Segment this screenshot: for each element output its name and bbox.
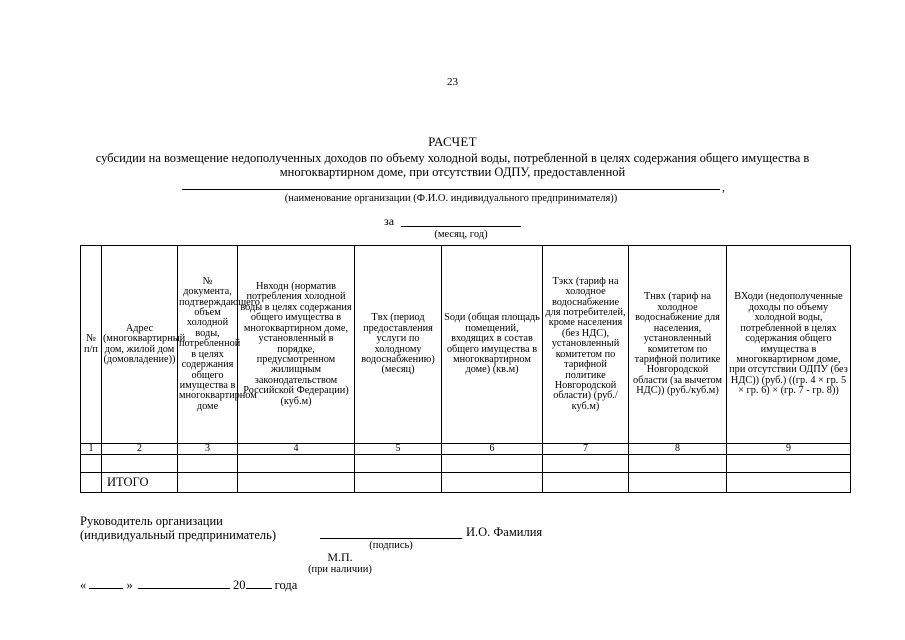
- total-label: ИТОГО: [102, 473, 178, 493]
- day-field[interactable]: [89, 578, 123, 589]
- total-row: [81, 473, 851, 493]
- column-number: 2: [102, 444, 178, 455]
- table-cell[interactable]: [178, 473, 238, 493]
- stamp-label: М.П.: [327, 550, 353, 564]
- period-caption: (месяц, год): [434, 229, 488, 240]
- col-header-5: Tвх (период предоставления услуги по холодному водоснабжению) (месяц): [355, 246, 442, 444]
- table-cell[interactable]: [543, 455, 629, 473]
- period-field[interactable]: [401, 226, 521, 227]
- table-cell[interactable]: [442, 455, 543, 473]
- organization-caption: (наименование организации (Ф.И.О. индивидуального предпринимателя)): [284, 193, 618, 204]
- date-suffix: года: [274, 578, 298, 592]
- signature-field[interactable]: [320, 538, 462, 539]
- document-subtitle: субсидии на возмещение недополученных доходов по объему холодной воды, потребленной в целях содержания общего имущества в многоквартирном доме, при отсутствии ОДПУ, предоставленной: [95, 151, 810, 179]
- document-title: РАСЧЕТ: [428, 134, 477, 149]
- table-cell[interactable]: [727, 455, 851, 473]
- col-header-3: № документа, подтверждающего объем холодной воды, потребленной в целях содержания общего имущества в многоквартирном доме: [178, 246, 238, 444]
- table-cell[interactable]: [102, 455, 178, 473]
- total-value-cell[interactable]: [727, 473, 851, 493]
- col-header-2: Адрес (многоквартирный дом, жилой дом (домовладение)): [102, 246, 178, 444]
- column-number: 7: [543, 444, 629, 455]
- column-number: 5: [355, 444, 442, 455]
- signatory-title: [80, 514, 276, 542]
- date-close-quote: »: [126, 578, 133, 592]
- date-century: 20: [233, 578, 246, 592]
- table-cell[interactable]: [81, 455, 102, 473]
- table-cell[interactable]: [238, 455, 355, 473]
- stamp-caption: (при наличии): [308, 564, 372, 575]
- col-header-8: Tнвх (тариф на холодное водоснабжение для населения, установленный комитетом по тарифной политике Новгородской области (за вычетом НДС)) (руб./куб.м): [629, 246, 727, 444]
- table-cell[interactable]: [355, 473, 442, 493]
- col-header-6: Sоди (общая площадь помещений, входящих в состав общего имущества в многоквартирном доме) (кв.м): [442, 246, 543, 444]
- signatory-name: И.О. Фамилия: [466, 525, 543, 539]
- col-header-4: Hвходн (норматив потребления холодной воды в целях содержания общего имущества в многоквартирном доме, установленный в порядке, предусмотренном жилищным законодательством Российской Федерации) (куб.м): [238, 246, 355, 444]
- col-header-1: № п/п: [81, 246, 102, 444]
- table-cell[interactable]: [543, 473, 629, 493]
- calculation-table: [80, 245, 851, 493]
- date-row: [80, 578, 297, 593]
- column-number: 3: [178, 444, 238, 455]
- column-number: 9: [727, 444, 851, 455]
- table-cell[interactable]: [629, 455, 727, 473]
- organization-comma: ,: [722, 180, 725, 194]
- signatory-title-line2: (индивидуальный предприниматель): [80, 528, 276, 542]
- column-number: 1: [81, 444, 102, 455]
- column-number-row: [81, 444, 851, 455]
- table-cell[interactable]: [355, 455, 442, 473]
- date-open-quote: «: [80, 578, 87, 592]
- month-field[interactable]: [138, 578, 230, 589]
- col-header-7: Tэкх (тариф на холодное водоснабжение для потребителей, кроме населения (без НДС), установленный комитетом по тарифной политике Новгородской области) (руб./куб.м): [543, 246, 629, 444]
- organization-name-field[interactable]: [182, 189, 720, 190]
- column-number: 4: [238, 444, 355, 455]
- table-cell[interactable]: [629, 473, 727, 493]
- col-header-9: ВХоди (недополученные доходы по объему холодной воды, потребленной в целях содержания общего имущества в многоквартирном доме, при отсутствии ОДПУ (без НДС)) (руб.) ((гр. 4 × гр. 5 × гр. 6) × (гр. 7 - гр. 8)): [727, 246, 851, 444]
- table-row: [81, 455, 851, 473]
- table-cell[interactable]: [178, 455, 238, 473]
- signatory-title-line1: Руководитель организации: [80, 514, 223, 528]
- column-number: 6: [442, 444, 543, 455]
- table-header-row: [81, 246, 851, 444]
- column-number: 8: [629, 444, 727, 455]
- year-field[interactable]: [246, 578, 272, 589]
- table-cell[interactable]: [442, 473, 543, 493]
- signature-caption: (подпись): [369, 540, 413, 551]
- table-cell[interactable]: [81, 473, 102, 493]
- table-cell[interactable]: [238, 473, 355, 493]
- page-number: 23: [447, 76, 458, 88]
- period-prefix: за: [384, 214, 395, 228]
